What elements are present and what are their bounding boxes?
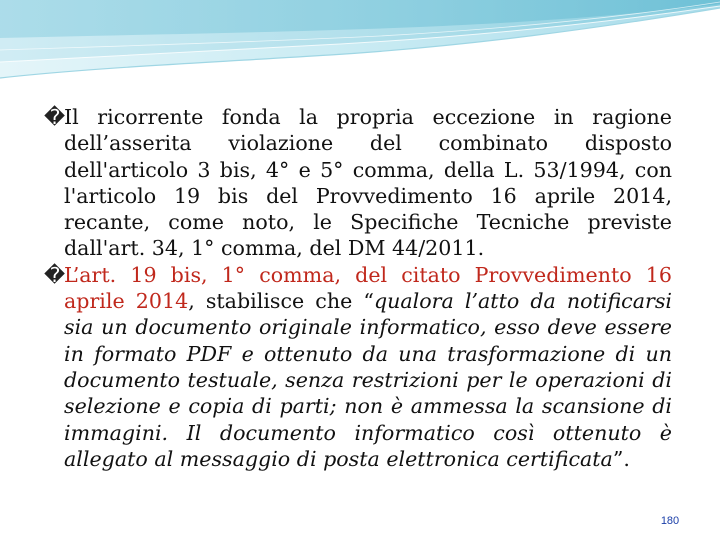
paragraph-1-text: Il ricorrente fonda la propria eccezione in ragione dell’asserita violazione del combinato disposto dell'articolo 3 bis, 4° e 5° comma, della L. 53/1994, con l'articolo 19 bis del Provvedimento 16 aprile 2014, recante, come noto, le Specifiche Tecniche previste dall'art. 34, 1° comma, del DM 44/2011. xyxy=(64,105,672,261)
paragraph-2-quote: qualora l’atto da notificarsi sia un documento originale informatico, esso deve essere in formato PDF e ottenuto da una trasformazione di un documento testuale, senza restrizioni per le operazioni di selezione e copia di parti; non è ammessa la scansione di immagini. Il documento informatico così ottenuto è allegato al messaggio di posta elettronica certificata xyxy=(64,289,672,471)
slide-body xyxy=(44,104,672,472)
paragraph-2-lead: , stabilisce che “ xyxy=(188,289,374,314)
paragraph-2-closing: ”. xyxy=(612,446,630,471)
bullet-2: � xyxy=(44,262,66,287)
bullet-1: � xyxy=(44,105,66,129)
paragraph-2 xyxy=(44,262,672,472)
header-wave-decoration xyxy=(0,0,720,95)
page-number: 180 xyxy=(660,515,680,527)
paragraph-2-citation: L’art. 19 bis, 1° comma, del citato Provvedimento 16 aprile 2014 xyxy=(64,262,672,314)
paragraph-1 xyxy=(44,104,672,262)
